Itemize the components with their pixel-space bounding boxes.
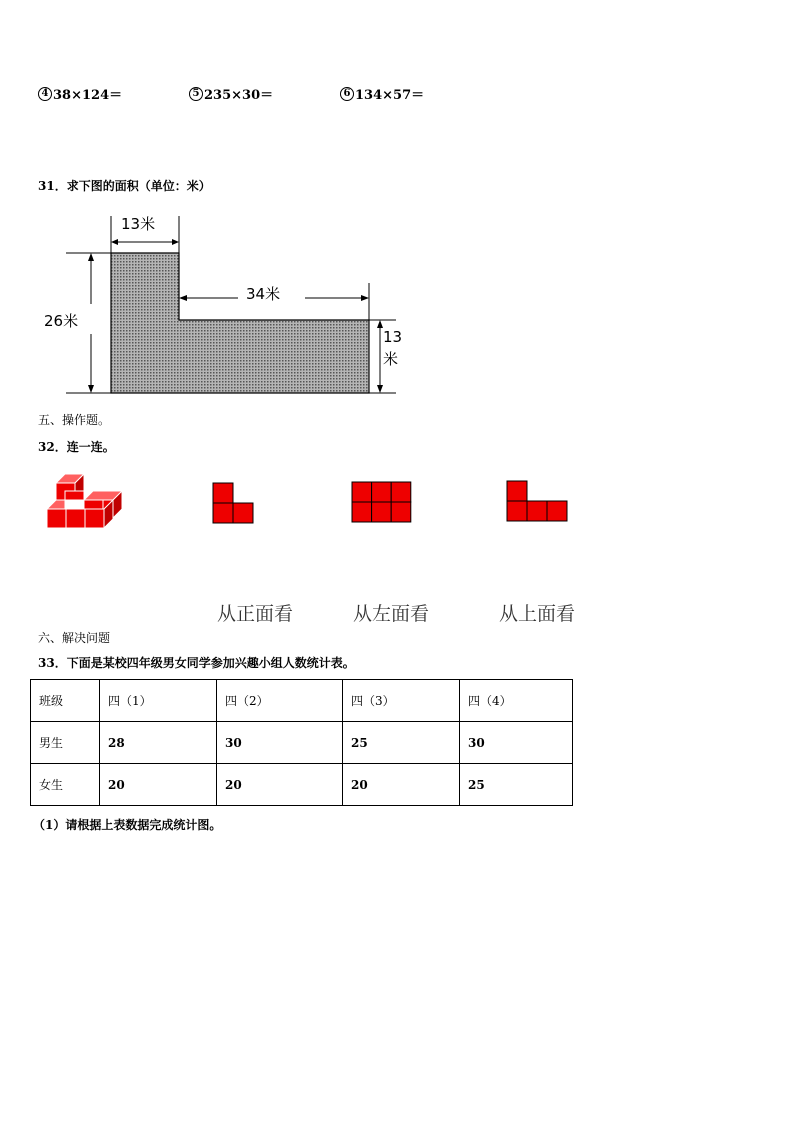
table-row — [31, 680, 573, 722]
table-header-cell: 四（3） — [343, 680, 460, 722]
view-label-top: 从上面看 — [499, 603, 576, 625]
table-cell: 20 — [100, 764, 217, 806]
table-cell: 男生 — [31, 722, 100, 764]
q33-sub1: （1）请根据上表数据完成统计图。 — [33, 818, 222, 832]
q32-cube-figures — [0, 460, 794, 540]
calc-expression: 38×124＝ — [53, 88, 123, 103]
table-cell: 30 — [460, 722, 573, 764]
table-header-cell: 四（2） — [217, 680, 343, 722]
table-cell: 28 — [100, 722, 217, 764]
table-header-cell: 四（1） — [100, 680, 217, 722]
table-row — [31, 722, 573, 764]
label-34m: 34米 — [246, 285, 281, 303]
label-13-right-unit: 米 — [383, 350, 399, 368]
label-13-right: 13 — [383, 328, 403, 346]
label-26m: 26米 — [44, 312, 79, 330]
circled-number: 6 — [340, 87, 354, 101]
circled-number: 5 — [189, 87, 203, 101]
cube-solid — [47, 474, 122, 528]
stats-table — [30, 679, 573, 806]
q32-title: 32．连一连。 — [38, 440, 115, 454]
table-cell: 20 — [343, 764, 460, 806]
q33-title: 33．下面是某校四年级男女同学参加兴趣小组人数统计表。 — [38, 656, 355, 670]
table-header-cell: 班级 — [31, 680, 100, 722]
table-row — [31, 764, 573, 806]
calc-expression: 235×30＝ — [204, 88, 274, 103]
circled-number: 4 — [38, 87, 52, 101]
section6-title: 六、解决问题 — [38, 631, 111, 645]
view-label-left: 从左面看 — [353, 603, 430, 625]
table-cell: 30 — [217, 722, 343, 764]
label-13m-top: 13米 — [121, 215, 156, 233]
section5-title: 五、操作题。 — [38, 413, 111, 427]
table-header-cell: 四（4） — [460, 680, 573, 722]
table-cell: 女生 — [31, 764, 100, 806]
view-shape-l — [213, 483, 253, 523]
l-shape — [111, 253, 369, 393]
q31-title: 31．求下图的面积（单位：米） — [38, 179, 211, 193]
calc-expression: 134×57＝ — [355, 88, 425, 103]
view-label-front: 从正面看 — [217, 603, 294, 625]
view-shape-grid — [352, 482, 411, 522]
table-cell: 20 — [217, 764, 343, 806]
table-cell: 25 — [460, 764, 573, 806]
table-cell: 25 — [343, 722, 460, 764]
view-shape-wide-l — [507, 481, 567, 521]
